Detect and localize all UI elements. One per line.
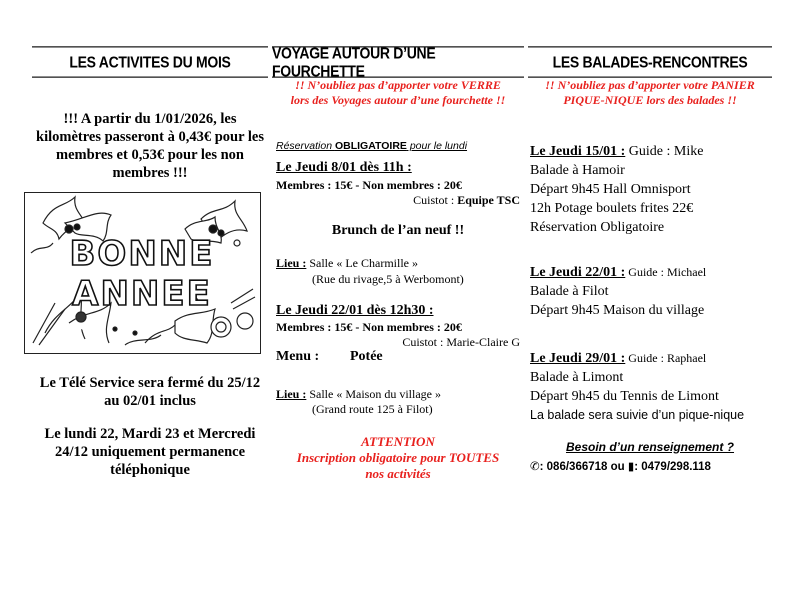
walk2-departure: Départ 9h45 Maison du village bbox=[530, 303, 705, 318]
event1-prices: Membres : 15€ - Non membres : 20€ bbox=[276, 178, 462, 192]
event1-lieu: Lieu : Salle « Le Charmille » bbox=[276, 256, 418, 270]
attention-title: ATTENTION bbox=[361, 434, 435, 449]
event2-menu: Potée bbox=[350, 349, 383, 364]
header-voyage: VOYAGE AUTOUR D’UNE FOURCHETTE bbox=[272, 46, 524, 77]
tele-service-notice: Le Télé Service sera fermé du 25/12 au 02/01 inclus bbox=[39, 375, 261, 409]
event2-prices: Membres : 15€ - Non membres : 20€ bbox=[276, 320, 462, 334]
walk1-date: Le Jeudi 15/01 : bbox=[530, 144, 626, 159]
column-activites bbox=[32, 48, 268, 76]
svg-text:ANNEE: ANNEE bbox=[72, 274, 212, 314]
header-activites: LES ACTIVITES DU MOIS bbox=[32, 46, 268, 77]
event2-lieu: Lieu : Salle « Maison du village » bbox=[276, 387, 441, 401]
walk1-departure: Départ 9h45 Hall Omnisport bbox=[530, 182, 691, 197]
km-announcement: !!! A partir du 1/01/2026, les kilomètres passeront à 0,43€ pour les membres et 0,53€ pour les non membres !!! bbox=[36, 111, 264, 181]
verre-reminder-line2: lors des Voyages autour d’une fourchette !! bbox=[290, 93, 506, 107]
walk3-place: Balade à Limont bbox=[530, 370, 624, 385]
walk1-guide: Guide : Mike bbox=[625, 144, 704, 159]
walk1 bbox=[530, 142, 703, 237]
phone-line bbox=[530, 459, 711, 473]
phone-number-fixed: : 086/366718 ou bbox=[539, 461, 625, 473]
verre-reminder bbox=[272, 78, 524, 108]
event1-menu: Brunch de l’an neuf !! bbox=[331, 223, 465, 238]
event1-address: (Rue du rivage,5 à Werbomont) bbox=[312, 272, 464, 286]
walk2-date: Le Jeudi 22/01 : bbox=[530, 265, 626, 280]
column-voyage bbox=[272, 44, 524, 80]
verre-reminder-line1: !! N’oubliez pas d’apporter votre VERRE bbox=[295, 78, 501, 92]
event1-date: Le Jeudi 8/01 dès 11h : bbox=[276, 160, 412, 175]
panier-reminder bbox=[528, 78, 772, 108]
info-title: Besoin d’un renseignement ? bbox=[565, 440, 735, 454]
event1-cook: Cuistot : Equipe TSC bbox=[413, 193, 520, 207]
phone-number-mobile: : 0479/298.118 bbox=[634, 461, 711, 473]
bonne-annee-card bbox=[24, 192, 261, 354]
svg-text:BONNE: BONNE bbox=[69, 234, 215, 274]
walk1-place: Balade à Hamoir bbox=[530, 163, 625, 178]
event2-cook: Cuistot : Marie-Claire G bbox=[402, 335, 520, 349]
greeting-card-illustration bbox=[25, 193, 259, 352]
header-balades: LES BALADES-RENCONTRES bbox=[528, 46, 772, 77]
event2-menu-label: Menu : bbox=[276, 349, 320, 364]
event2-address: (Grand route 125 à Filot) bbox=[312, 402, 433, 416]
attention-notice bbox=[272, 434, 524, 482]
permanence-notice: Le lundi 22, Mardi 23 et Mercredi 24/12 uniquement permanence téléphonique bbox=[44, 426, 256, 478]
attention-line2: nos activités bbox=[365, 466, 431, 481]
walk2 bbox=[530, 263, 706, 320]
walk3 bbox=[530, 349, 744, 425]
reservation-note: Réservation OBLIGATOIRE pour le lundi bbox=[276, 140, 468, 152]
walk1-reservation: Réservation Obligatoire bbox=[530, 220, 665, 235]
walk1-meal: 12h Potage boulets frites 22€ bbox=[530, 201, 694, 216]
walk3-picnic-note: La balade sera suivie d’un pique-nique bbox=[530, 408, 745, 422]
column-balades bbox=[528, 48, 772, 76]
phone-icon: ✆ bbox=[530, 461, 540, 473]
walk3-guide: Guide : Raphael bbox=[625, 351, 707, 365]
walk3-date: Le Jeudi 29/01 : bbox=[530, 351, 626, 366]
panier-reminder-line1: !! N’oubliez pas d’apporter votre PANIER bbox=[545, 78, 755, 92]
walk3-departure: Départ 9h45 du Tennis de Limont bbox=[530, 389, 719, 404]
panier-reminder-line2: PIQUE-NIQUE lors des balades !! bbox=[563, 93, 737, 107]
mobile-phone-icon: ▮ bbox=[627, 461, 635, 473]
event2-date: Le Jeudi 22/01 dès 12h30 : bbox=[276, 303, 434, 318]
attention-line1: Inscription obligatoire pour TOUTES bbox=[296, 450, 500, 465]
walk2-guide: Guide : Michael bbox=[625, 265, 707, 279]
walk2-place: Balade à Filot bbox=[530, 284, 609, 299]
